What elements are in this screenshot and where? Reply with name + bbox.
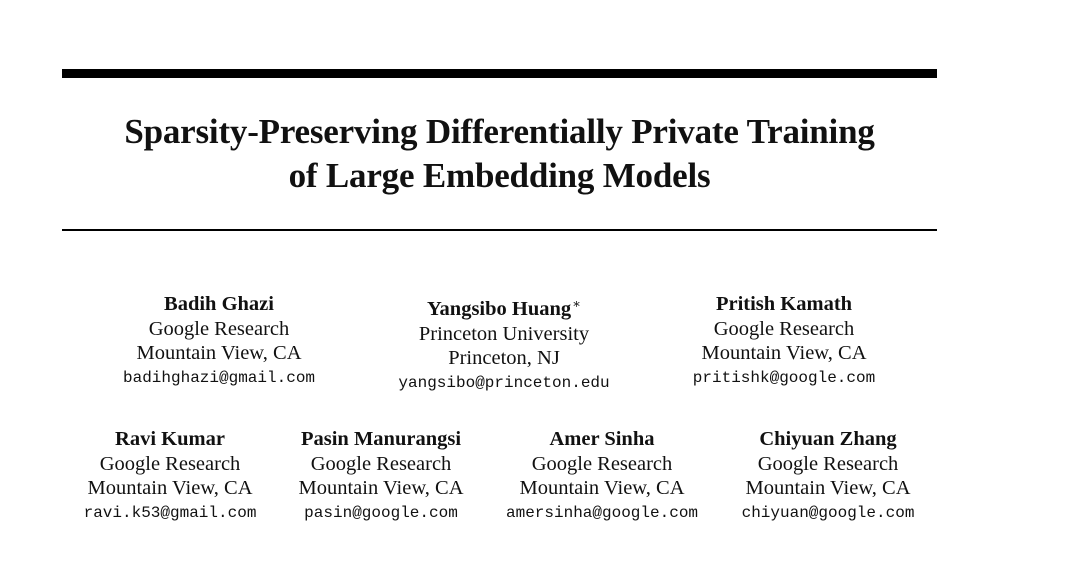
author-email[interactable]: ravi.k53@gmail.com — [83, 503, 257, 522]
author-name: Yangsibo Huang∗ — [427, 296, 581, 320]
author-affiliation: Google Research — [99, 452, 241, 475]
author-affiliation: Google Research — [713, 317, 855, 340]
author-name: Pasin Manurangsi — [300, 428, 462, 450]
author-location: Mountain View, CA — [136, 342, 302, 364]
author-name: Ravi Kumar — [115, 428, 225, 450]
author-affiliation: Google Research — [531, 452, 673, 475]
footnote-mark: ∗ — [572, 296, 581, 311]
author-name: Chiyuan Zhang — [759, 428, 897, 450]
author-name: Pritish Kamath — [715, 293, 853, 315]
author-name: Badih Ghazi — [164, 293, 274, 315]
author-email[interactable]: badihghazi@gmail.com — [122, 368, 316, 387]
author-block — [742, 427, 915, 525]
author-location: Mountain View, CA — [87, 477, 253, 499]
author-email[interactable]: pritishk@google.com — [692, 368, 876, 387]
author-email[interactable]: amersinha@google.com — [505, 503, 699, 522]
author-block — [298, 427, 463, 525]
author-location: Mountain View, CA — [745, 477, 911, 499]
author-name: Amer Sinha — [549, 428, 655, 450]
author-email[interactable]: chiyuan@google.com — [741, 503, 915, 522]
author-block — [123, 292, 315, 390]
author-block — [693, 292, 875, 390]
title-line-2: of Large Embedding Models — [288, 156, 711, 195]
author-email[interactable]: pasin@google.com — [304, 503, 458, 522]
paper-title — [62, 110, 937, 198]
author-location: Mountain View, CA — [701, 342, 867, 364]
author-block — [84, 427, 257, 525]
author-email[interactable]: yangsibo@princeton.edu — [398, 373, 610, 392]
author-location: Mountain View, CA — [298, 477, 464, 499]
author-block — [398, 292, 609, 395]
author-affiliation: Google Research — [757, 452, 899, 475]
top-thick-rule — [62, 69, 937, 78]
title-line-1: Sparsity-Preserving Differentially Private Training — [124, 112, 875, 151]
author-location: Princeton, NJ — [448, 347, 560, 369]
author-affiliation: Google Research — [148, 317, 290, 340]
author-block — [506, 427, 698, 525]
author-affiliation: Google Research — [310, 452, 452, 475]
title-bottom-rule — [62, 229, 937, 231]
author-location: Mountain View, CA — [519, 477, 685, 499]
author-affiliation: Princeton University — [418, 322, 590, 345]
